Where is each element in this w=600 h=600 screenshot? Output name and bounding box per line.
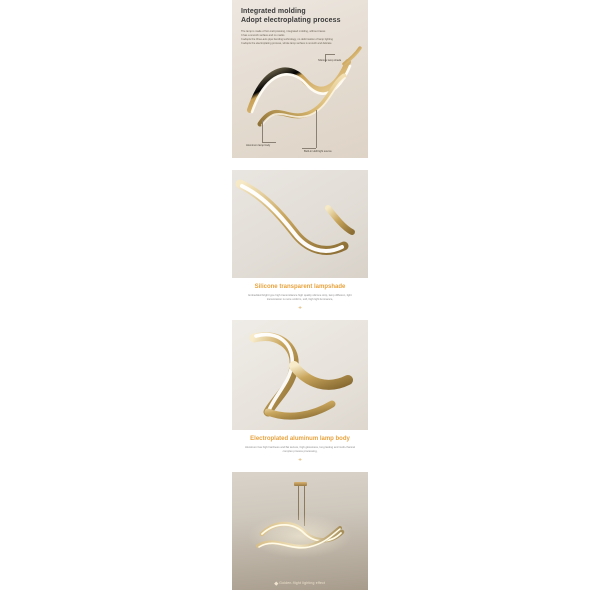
panel-integrated-molding (232, 0, 368, 158)
leader-line-3b (302, 148, 316, 149)
hanging-lamp-graphic (232, 472, 368, 590)
caption-body-silicone: Embedded bright type high transmittance high quality silicone strip, lamp diffusion, light transmission is more uniform, soft, high light luminance, (248, 294, 352, 301)
caption-aluminum-body (232, 430, 368, 466)
panel1-title-line1: Integrated molding (241, 8, 306, 15)
panel1-bullet-3: It adopts the three-axis pipe bending technology, no deformation of lamp lighting (241, 38, 333, 41)
leader-line-3 (316, 110, 317, 148)
panel-silicone-lampshade-image (232, 170, 368, 278)
right-margin (368, 0, 600, 600)
lamp-swirl-graphic (232, 40, 368, 140)
caption-body-aluminum: Aluminum has high hardness and flat texture, high glossiness, long lasting and multi-channel complex process processing, (244, 446, 356, 453)
caption-title-silicone: Silicone transparent lampshade (254, 284, 346, 290)
panel1-bullet-2: It has a smooth surface and no marks (241, 34, 285, 37)
lighting-effect-label (232, 581, 368, 585)
callout-silicone-lamp-shade: Silicone lamp shade (318, 59, 342, 62)
aluminum-body-graphic (232, 320, 368, 430)
leader-line-2b (262, 142, 276, 143)
panel1-bullet-1: The lamp is made of hot-melt pressing, integrated molding, without traces (241, 30, 326, 33)
leader-line-2 (262, 120, 263, 142)
lamp-illustration (232, 40, 368, 153)
left-margin (0, 0, 232, 600)
caption-mark-aluminum: ✛ (298, 457, 302, 462)
lampshade-closeup-graphic (232, 170, 368, 278)
panel1-title-line2: Adopt electroplating process (241, 17, 341, 24)
caption-title-aluminum: Electroplated aluminum lamp body (250, 436, 350, 442)
panel1-bullet-4: It adopts the electroplating process, whole lamp surface is smooth and delicate (241, 42, 332, 45)
leader-line-1 (325, 54, 335, 55)
panel1-title (241, 7, 341, 25)
content-column (232, 0, 368, 590)
callout-aluminum-lamp-body: Aluminum lamp body (246, 144, 271, 147)
callout-built-in-led-light-source: Built-in LED light source (304, 150, 332, 153)
caption-silicone-lampshade (232, 278, 368, 314)
diamond-bullet-icon (274, 581, 278, 585)
panel-gap-1 (232, 158, 368, 170)
lighting-effect-label-text: Golden-flight lighting effect (279, 581, 326, 585)
caption-mark-silicone: ✛ (298, 305, 302, 310)
panel-aluminum-body-image (232, 320, 368, 430)
panel-lighting-effect-image (232, 472, 368, 590)
